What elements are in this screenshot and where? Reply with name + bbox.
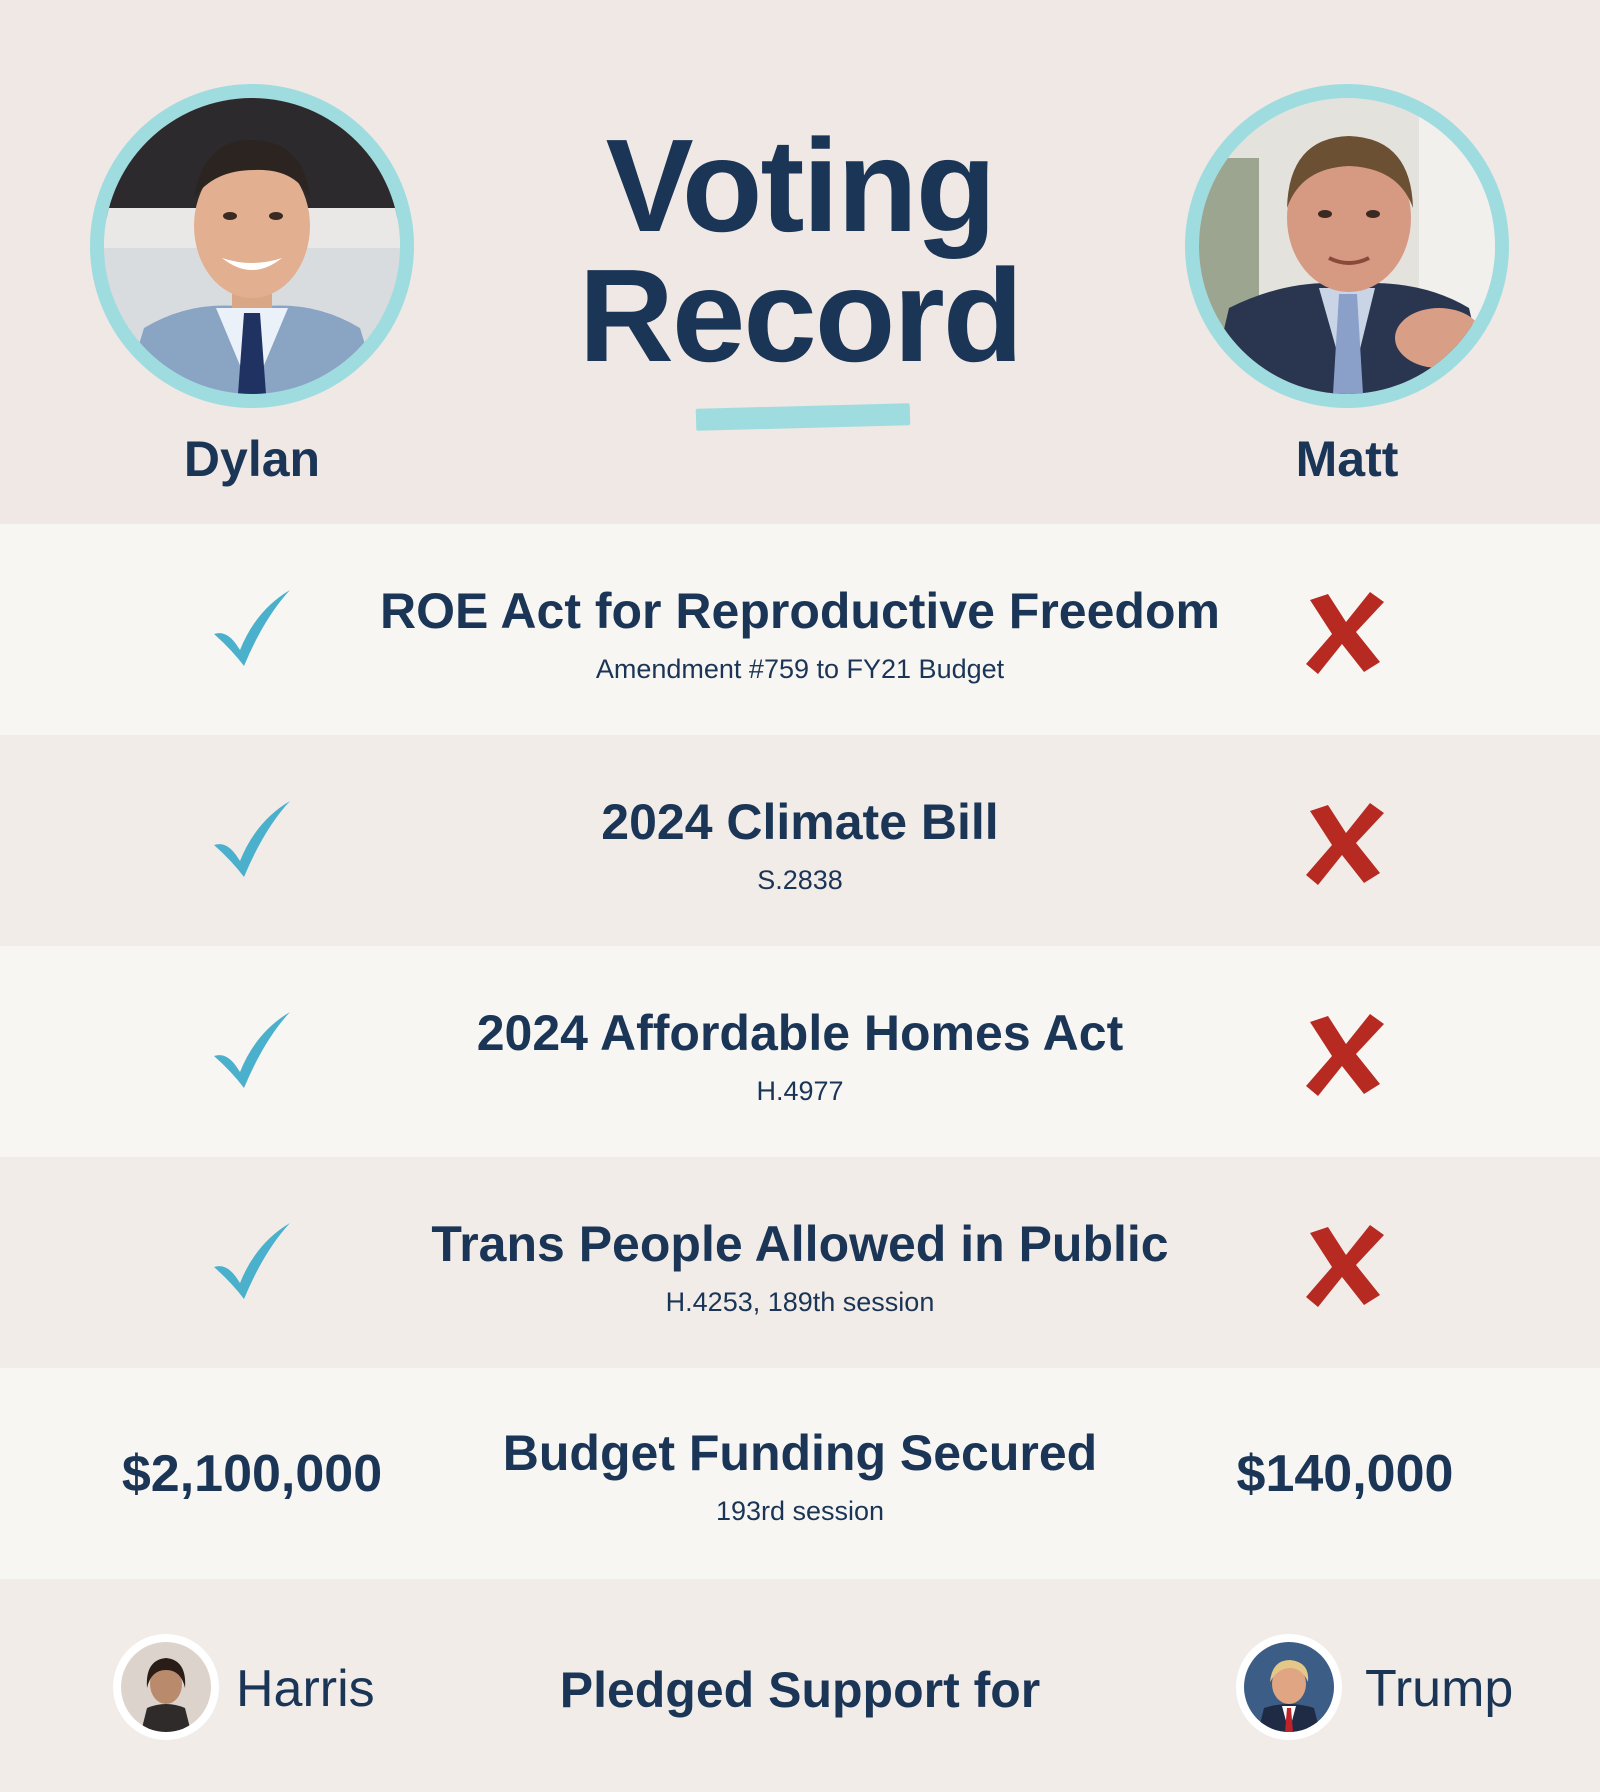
funding-title: Budget Funding Secured — [502, 1425, 1098, 1481]
row-title: Trans People Allowed in Public — [431, 1216, 1169, 1272]
check-icon — [208, 1006, 298, 1096]
header — [0, 0, 1600, 524]
matt-funding-amount: $140,000 — [1236, 1445, 1454, 1503]
row-title: 2024 Climate Bill — [601, 794, 999, 850]
trump-photo — [1244, 1642, 1334, 1732]
check-icon — [208, 1217, 298, 1307]
matt-name: Matt — [1295, 431, 1399, 487]
dylan-avatar — [90, 84, 414, 408]
title-underline — [696, 403, 911, 431]
row-title: 2024 Affordable Homes Act — [476, 1005, 1124, 1061]
row-subtitle: S.2838 — [757, 865, 843, 895]
vote-row-climate — [0, 735, 1600, 946]
row-subtitle: H.4253, 189th session — [665, 1287, 935, 1317]
funding-subtitle: 193rd session — [715, 1496, 885, 1526]
harris-photo — [121, 1642, 211, 1732]
harris-name: Harris — [236, 1660, 375, 1718]
cross-icon — [1300, 588, 1390, 678]
pledge-title: Pledged Support for — [559, 1662, 1041, 1718]
pledge-row — [0, 1579, 1600, 1792]
title-record: Record — [578, 242, 1022, 389]
dylan-photo — [104, 98, 400, 394]
check-icon — [208, 795, 298, 885]
trump-name: Trump — [1365, 1660, 1514, 1718]
title-voting: Voting — [605, 112, 995, 259]
cross-icon — [1300, 799, 1390, 889]
row-title: ROE Act for Reproductive Freedom — [380, 583, 1220, 639]
matt-avatar — [1185, 84, 1509, 408]
vote-row-homes — [0, 946, 1600, 1157]
row-subtitle: H.4977 — [756, 1076, 844, 1106]
vote-row-trans — [0, 1157, 1600, 1368]
cross-icon — [1300, 1010, 1390, 1100]
vote-row-roe — [0, 524, 1600, 735]
matt-photo — [1199, 98, 1495, 394]
dylan-funding-amount: $2,100,000 — [121, 1445, 383, 1503]
funding-row — [0, 1368, 1600, 1579]
cross-icon — [1300, 1221, 1390, 1311]
harris-avatar — [113, 1634, 219, 1740]
row-subtitle: Amendment #759 to FY21 Budget — [595, 654, 1005, 684]
check-icon — [208, 584, 298, 674]
trump-avatar — [1236, 1634, 1342, 1740]
dylan-name: Dylan — [183, 431, 321, 487]
